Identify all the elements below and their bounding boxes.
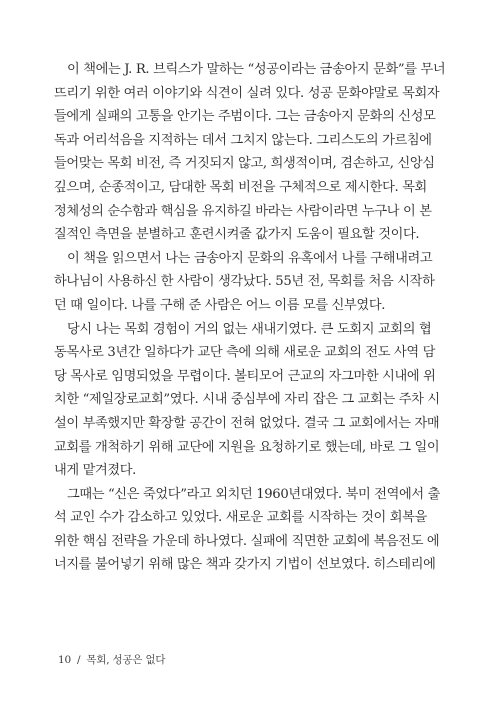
paragraph-4 xyxy=(54,483,446,577)
footer-separator: / xyxy=(76,654,81,666)
text-line: 교회를 개척하기 위해 교단에 지원을 요청하기로 했는데, 바로 그 일이 xyxy=(54,439,440,455)
paragraph-3 xyxy=(54,318,446,483)
body-text xyxy=(54,58,446,577)
text-line: 이 책에는 J. R. 브릭스가 말하는 “성공이라는 금송아지 문화”를 무너 xyxy=(67,62,446,77)
text-line: 이 책을 읽으면서 나는 금송아지 문화의 유혹에서 나를 구해내려고 xyxy=(67,250,433,266)
page-footer xyxy=(58,652,165,667)
text-line: 설이 부족했지만 확장할 공간이 전혀 없었다. 결국 그 교회에서는 자매 xyxy=(54,415,440,431)
text-line: 들어맞는 목회 비전, 즉 거짓되지 않고, 희생적이며, 겸손하고, 신앙심 xyxy=(54,156,435,172)
text-line: 독과 어리석음을 지적하는 데서 그치지 않는다. 그리스도의 가르침에 xyxy=(54,132,432,148)
text-line: 하나님이 사용하신 한 사람이 생각났다. 55년 전, 목회를 처음 시작하 xyxy=(54,274,435,290)
text-line: 뜨리기 위한 여러 이야기와 식견이 실려 있다. 성공 문화야말로 목회자 xyxy=(54,85,440,101)
text-line: 질적인 측면을 분별하고 훈련시켜줄 값가지 도움이 필요할 것이다. xyxy=(54,227,420,243)
text-line: 위한 핵심 전략을 가운데 하나였다. 실패에 직면한 교회에 복음전도 에 xyxy=(54,533,440,549)
text-line: 치한 “제일장로교회”였다. 시내 중심부에 자리 잡은 그 교회는 주차 시 xyxy=(54,392,440,408)
paragraph-2 xyxy=(54,247,446,318)
text-line: 석 교인 수가 감소하고 있었다. 새로운 교회를 시작하는 것이 회복을 xyxy=(54,510,427,526)
page-number: 10 xyxy=(58,654,71,666)
text-line: 깊으며, 순종적이고, 담대한 목회 비전을 구체적으로 제시한다. 목회 xyxy=(54,179,427,195)
running-title: 목회, 성공은 없다 xyxy=(86,654,166,666)
text-line: 동목사로 3년간 일하다가 교단 측에 의해 새로운 교회의 전도 사역 담 xyxy=(54,345,435,361)
text-line: 정체성의 순수함과 핵심을 유지하길 바라는 사람이라면 누구나 이 본 xyxy=(54,203,432,219)
text-line: 들에게 실패의 고통을 안기는 주범이다. 그는 금송아지 문화의 신성모 xyxy=(54,109,436,125)
paragraph-1 xyxy=(54,58,446,247)
text-line: 그때는 “신은 죽었다”라고 외치던 1960년대였다. 북미 전역에서 출 xyxy=(67,486,441,502)
text-line: 너지를 불어넣기 위해 많은 책과 갖가지 기법이 선보였다. 히스테리에 xyxy=(54,557,436,573)
text-line: 내게 맡겨졌다. xyxy=(54,463,137,479)
text-line: 당 목사로 임명되었을 무렵이다. 볼티모어 근교의 자그마한 시내에 위 xyxy=(54,368,436,384)
text-line: 당시 나는 목회 경험이 거의 없는 새내기였다. 큰 도회지 교회의 협 xyxy=(67,321,432,337)
text-line: 던 때 일이다. 나를 구해 준 사람은 어느 이름 모를 신부였다. xyxy=(54,297,386,313)
